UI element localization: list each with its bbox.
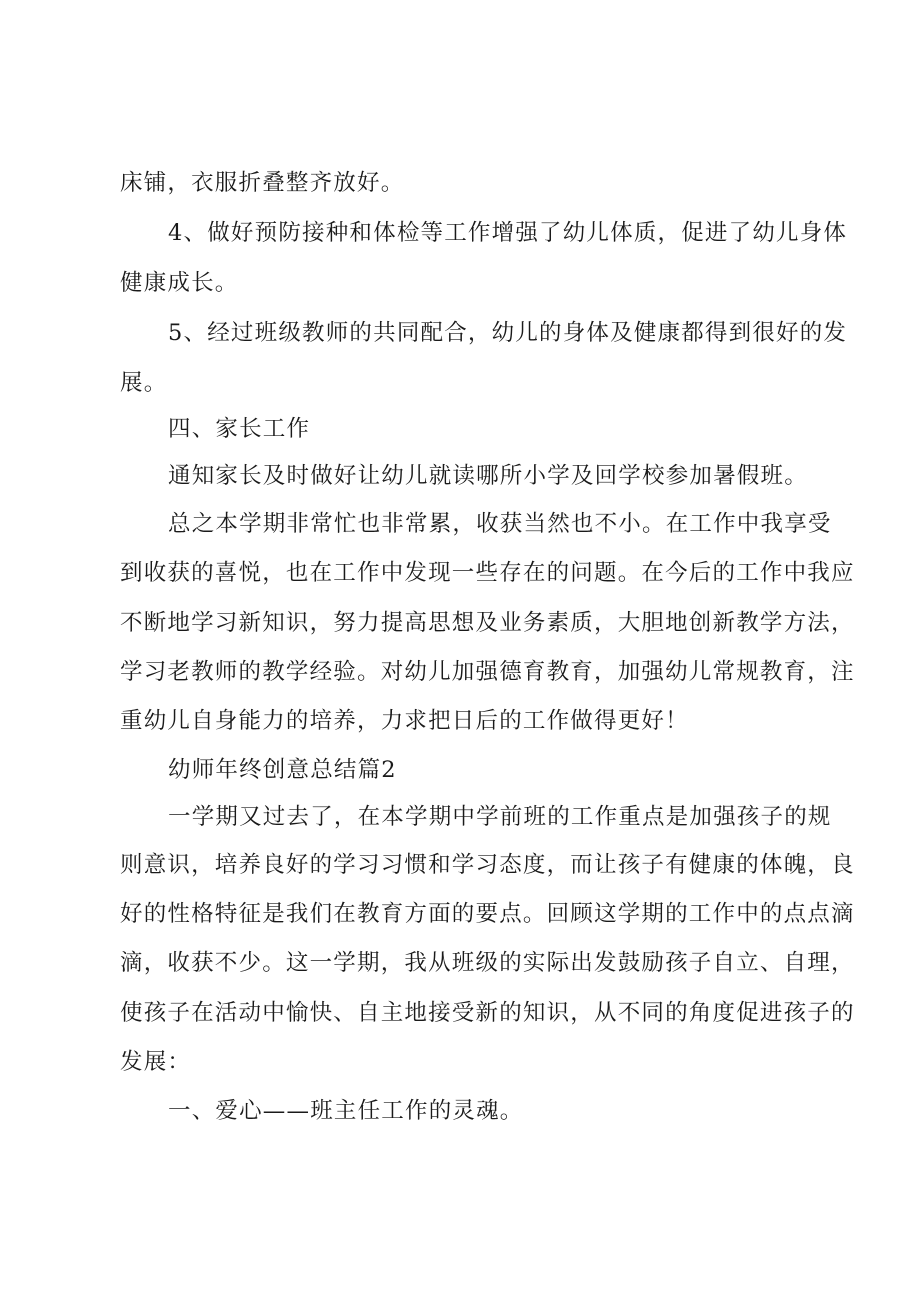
- text-line: 5、经过班级教师的共同配合，幼儿的身体及健康都得到很好的发: [168, 320, 848, 346]
- text-line: 到收获的喜悦，也在工作中发现一些存在的问题。在今后的工作中我应: [120, 560, 855, 586]
- text-line: 床铺，衣服折叠整齐放好。: [120, 170, 405, 196]
- text-line: 好的性格特征是我们在教育方面的要点。回顾这学期的工作中的点点滴: [120, 901, 855, 927]
- text-line: 学习老教师的教学经验。对幼儿加强德育教育，加强幼儿常规教育，注: [120, 659, 855, 685]
- text-line: 则意识，培养良好的学习习惯和学习态度，而让孩子有健康的体魄，良: [120, 852, 855, 878]
- text-line: 4、做好预防接种和体检等工作增强了幼儿体质，促进了幼儿身体: [168, 220, 848, 246]
- text-line: 总之本学期非常忙也非常累，收获当然也不小。在工作中我享受: [168, 511, 832, 537]
- section-heading: 四、家长工作: [168, 416, 311, 442]
- text-line: 使孩子在活动中愉快、自主地接受新的知识，从不同的角度促进孩子的: [120, 1000, 855, 1026]
- text-line: 健康成长。: [120, 270, 239, 296]
- text-line: 滴，收获不少。这一学期，我从班级的实际出发鼓励孩子自立、自理，: [120, 950, 855, 976]
- section-heading: 一、爱心——班主任工作的灵魂。: [168, 1098, 524, 1124]
- text-line: 重幼儿自身能力的培养，力求把日后的工作做得更好！: [120, 708, 689, 734]
- text-line: 通知家长及时做好让幼儿就读哪所小学及回学校参加暑假班。: [168, 463, 808, 489]
- text-line: 发展：: [120, 1049, 192, 1075]
- article-title: 幼师年终创意总结篇2: [168, 757, 397, 783]
- text-line: 一学期又过去了，在本学期中学前班的工作重点是加强孩子的规: [168, 804, 832, 830]
- text-line: 不断地学习新知识，努力提高思想及业务素质，大胆地创新教学方法，: [120, 610, 855, 636]
- text-line: 展。: [120, 370, 168, 396]
